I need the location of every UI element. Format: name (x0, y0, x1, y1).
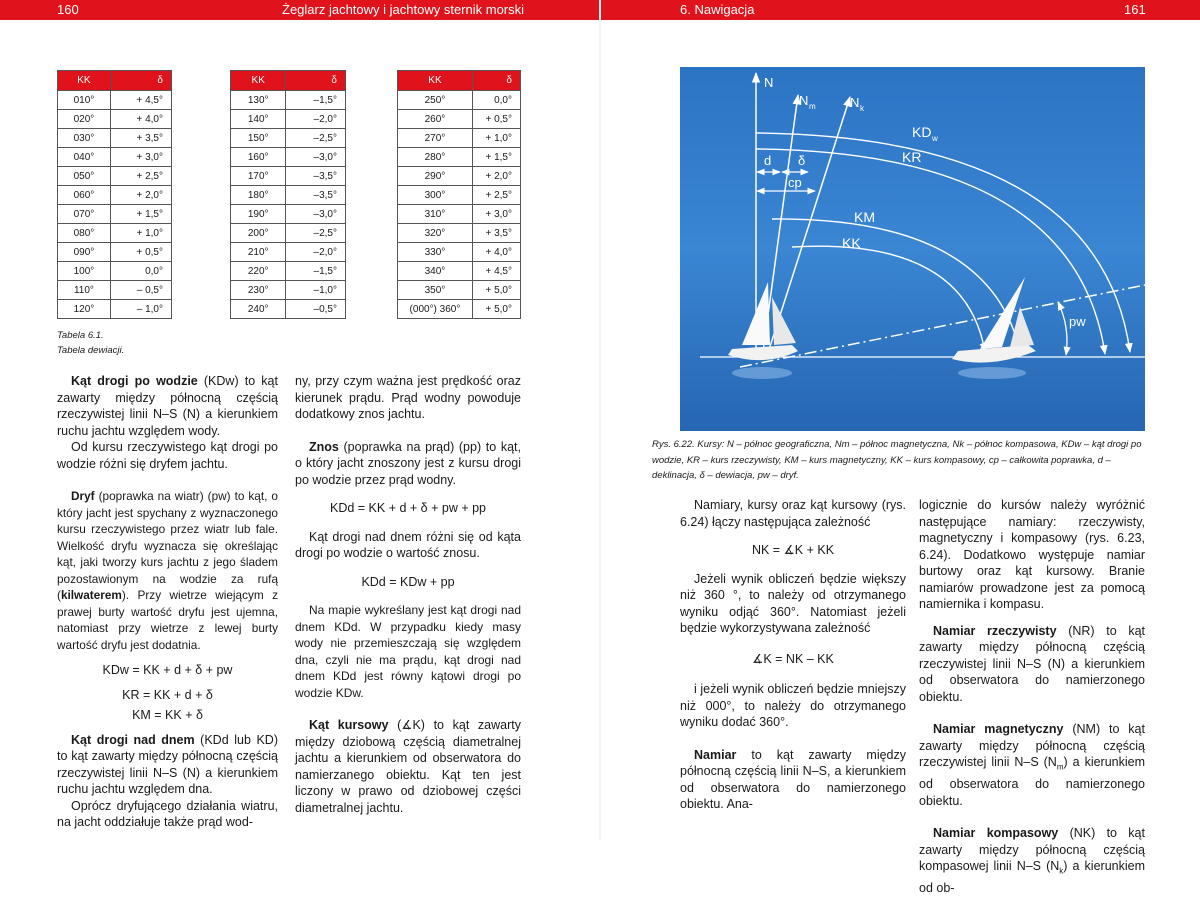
cell-kk: 040° (58, 148, 111, 167)
table-header-delta: δ (110, 71, 171, 91)
cell-delta: + 0,5° (110, 243, 171, 262)
term: Znos (309, 439, 339, 454)
table-row (231, 129, 346, 148)
paragraph (680, 747, 906, 813)
paragraph (295, 717, 521, 816)
term: Kąt drogi po wodzie (71, 374, 198, 388)
cell-delta: + 2,0° (110, 186, 171, 205)
cell-delta: –1,5° (286, 262, 346, 281)
paragraph-text: to kąt zawarty między północną częścią linii N–S, a kierunkiem od obserwatora do namierzonego obiektu. Ana- (680, 747, 906, 811)
table-row (231, 91, 346, 110)
cell-delta: + 1,0° (110, 224, 171, 243)
cell-delta: + 4,5° (110, 91, 171, 110)
paragraph (57, 488, 278, 653)
table-header-delta: δ (286, 71, 346, 91)
formula: NK = ∡K + KK (751, 543, 835, 557)
subscript: k (1059, 866, 1064, 876)
cell-kk: 020° (58, 110, 111, 129)
cell-kk: 090° (58, 243, 111, 262)
table-row (398, 91, 521, 110)
text-column-4 (919, 497, 1145, 897)
table-row (58, 167, 172, 186)
formula: KR = KK + d + δ (122, 687, 213, 702)
table-row (231, 281, 346, 300)
paragraph-text: (∡K) to kąt zawarty między dziobową częścią diametralnej jachtu a kierunkiem od obserwatora do namierzanego obiektu. Kąt ten jest liczony w prawo od dziobowej części diametralnej jachtu. (295, 718, 521, 815)
paragraph (57, 373, 278, 439)
paragraph (57, 732, 278, 798)
paragraph: Namiary, kursy oraz kąt kursowy (rys. 6.24) łączy następująca zależność (680, 498, 906, 529)
label-n: N (764, 75, 774, 90)
paragraph: Jeżeli wynik obliczeń będzie większy niż 360 °, to należy od otrzymanego wyniku odjąć 360°. Natomiast jeżeli będzie wykorzystywana zależność (680, 571, 906, 635)
cell-delta: + 2,5° (472, 186, 520, 205)
cell-delta: + 2,5° (110, 167, 171, 186)
cell-delta: + 3,5° (110, 129, 171, 148)
table-row (398, 262, 521, 281)
deviation-table-3 (397, 70, 521, 319)
table-row (58, 300, 172, 319)
cell-delta: + 2,0° (472, 167, 520, 186)
formula: KM = KK + δ (132, 708, 203, 722)
table-row (231, 224, 346, 243)
cell-delta: + 3,0° (472, 205, 520, 224)
cell-kk: 320° (398, 224, 473, 243)
cell-delta: + 0,5° (472, 110, 520, 129)
table-row (58, 129, 172, 148)
paragraph: Kąt drogi nad dnem różni się od kąta drogi po wodzie o wartość znosu. (295, 529, 521, 560)
label-kdw: KD (912, 124, 932, 140)
cell-kk: 310° (398, 205, 473, 224)
cell-kk: 080° (58, 224, 111, 243)
left-page-number: 160 (57, 2, 79, 17)
table-row (398, 243, 521, 262)
term: Kąt drogi nad dnem (71, 732, 195, 747)
table-header-kk: KK (231, 71, 286, 91)
cell-delta: –2,5° (286, 129, 346, 148)
cell-kk: 140° (231, 110, 286, 129)
paragraph (919, 721, 1145, 809)
cell-delta: + 1,0° (472, 129, 520, 148)
paragraph-text: (KDw) to kąt zawarty między północną częścią rzeczywistej linii N–S (N) a kierunkiem ruchu jachtu względem wody. (57, 374, 278, 438)
cell-kk: 270° (398, 129, 473, 148)
formula: KDd = KDw + pp (361, 574, 455, 589)
paragraph: ny, przy czym ważna jest prędkość oraz kierunek prądu. Prąd wodny powoduje dodatkowy znos jachtu. (295, 374, 521, 421)
course-diagram-figure (680, 67, 1145, 431)
cell-kk: 280° (398, 148, 473, 167)
table-row (231, 205, 346, 224)
cell-delta: – 0,5° (110, 281, 171, 300)
table-row (398, 224, 521, 243)
term: Dryf (71, 489, 95, 503)
cell-kk: 260° (398, 110, 473, 129)
right-page-number: 161 (1124, 2, 1146, 17)
table-caption (57, 328, 124, 358)
course-diagram (680, 67, 1145, 431)
table-header-delta: δ (472, 71, 520, 91)
right-running-title: 6. Nawigacja (680, 2, 755, 17)
table-caption-title: Tabela dewiacji. (57, 345, 125, 356)
text-column-3 (680, 497, 906, 813)
paragraph-text: ). Przy wietrze wiejącym z prawej burty wartość dryfu jest ujemna, natomiast przy wietrze z lewej burty wartość dryfu jest dodatnia. (57, 588, 278, 652)
cell-delta: –3,0° (286, 148, 346, 167)
cell-kk: 190° (231, 205, 286, 224)
table-row (398, 148, 521, 167)
table-row (58, 205, 172, 224)
cell-delta: + 5,0° (472, 300, 520, 319)
table-row (398, 167, 521, 186)
cell-delta: + 5,0° (472, 281, 520, 300)
cell-delta: + 1,5° (110, 205, 171, 224)
paragraph: Na mapie wykreślany jest kąt drogi nad dnem KDd. W przypadku kiedy masy wody nie przemieszczają się względem dna, czyli nie ma prądu, kąt drogi nad dnem KDd jest równy kątowi drogi po wodzie KDw. (295, 603, 521, 700)
table-row (398, 281, 521, 300)
table-row (58, 110, 172, 129)
table-row (58, 243, 172, 262)
label-kk: KK (842, 235, 861, 251)
cell-delta: –2,5° (286, 224, 346, 243)
table-row (231, 110, 346, 129)
cell-delta: –1,5° (286, 91, 346, 110)
table-caption-number: Tabela 6.1. (57, 330, 104, 341)
text-column-1 (57, 373, 278, 831)
cell-delta: –2,0° (286, 110, 346, 129)
label-nm-sub: m (809, 102, 816, 111)
cell-kk: (000°) 360° (398, 300, 473, 319)
cell-kk: 120° (58, 300, 111, 319)
cell-kk: 170° (231, 167, 286, 186)
cell-delta: + 4,0° (472, 243, 520, 262)
table-row (58, 148, 172, 167)
cell-delta: 0,0° (472, 91, 520, 110)
label-pw: pw (1069, 314, 1086, 329)
cell-kk: 300° (398, 186, 473, 205)
table-row (58, 281, 172, 300)
table-row (58, 262, 172, 281)
cell-kk: 220° (231, 262, 286, 281)
cell-delta: + 3,5° (472, 224, 520, 243)
paragraph-text: (poprawka na prąd) (pp) to kąt, o który jacht znoszony jest z kursu drogi po wodzie przez prąd wodny. (295, 439, 521, 487)
paragraph-text: (NM) to kąt zawarty między północną częścią rzeczywistej linii N–S (N (919, 722, 1145, 769)
formula: ∡K = NK – KK (752, 651, 834, 666)
deviation-table-1 (57, 70, 172, 319)
cell-delta: –3,5° (286, 186, 346, 205)
label-km: KM (854, 209, 875, 225)
deviation-table-2 (230, 70, 346, 319)
cell-kk: 160° (231, 148, 286, 167)
cell-delta: –1,0° (286, 281, 346, 300)
term: Kąt kursowy (309, 718, 389, 732)
cell-kk: 340° (398, 262, 473, 281)
cell-delta: –0,5° (286, 300, 346, 319)
table-row (58, 224, 172, 243)
paragraph: Oprócz dryfującego działania wiatru, na jacht oddziałuje także prąd wod- (57, 798, 278, 829)
paragraph (295, 439, 521, 489)
subscript: m (1056, 762, 1064, 772)
cell-kk: 210° (231, 243, 286, 262)
cell-kk: 010° (58, 91, 111, 110)
term: Namiar (694, 747, 737, 762)
cell-delta: 0,0° (110, 262, 171, 281)
cell-delta: + 4,5° (472, 262, 520, 281)
cell-kk: 200° (231, 224, 286, 243)
label-nk: N (850, 95, 860, 110)
cell-kk: 070° (58, 205, 111, 224)
cell-delta: –3,5° (286, 167, 346, 186)
paragraph-text: (NR) to kąt zawarty między północną częścią rzeczywistej linii N–S (N) a kierunkiem od obserwatora do namierzonego obiektu. (919, 623, 1145, 704)
cell-kk: 100° (58, 262, 111, 281)
paragraph: logicznie do kursów należy wyróżnić następujące namiary: rzeczywisty, magnetyczny i kompasowy (rys. 6.23, 6.24). Dodatkowo występuje namiar burtowy oraz kąt kursowy. Branie namiarów prowadzone jest za pomocą namiernika i kompasu. (919, 498, 1145, 611)
paragraph (919, 623, 1145, 706)
paragraph: i jeżeli wynik obliczeń będzie mniejszy niż 000°, to należy do otrzymanego wyniku dodać 360°. (680, 682, 906, 729)
label-d: d (764, 153, 772, 168)
cell-delta: –3,0° (286, 205, 346, 224)
left-running-title: Żeglarz jachtowy i jachtowy sternik morski (282, 2, 525, 17)
table-row (231, 300, 346, 319)
label-cp: cp (788, 175, 802, 190)
cell-delta: –2,0° (286, 243, 346, 262)
table-row (58, 91, 172, 110)
term: kilwaterem (60, 588, 122, 602)
cell-delta: + 1,5° (472, 148, 520, 167)
table-row (231, 186, 346, 205)
paragraph-text: ) a kierunkiem od ob- (919, 859, 1145, 895)
table-header-kk: KK (398, 71, 473, 91)
paragraph-text: (KDd lub KD) to kąt zawarty między północną częścią rzeczywistej linii N–S (N) a kierunkiem ruchu jachtu względem dna. (57, 732, 278, 796)
cell-kk: 180° (231, 186, 286, 205)
cell-kk: 030° (58, 129, 111, 148)
table-row (231, 148, 346, 167)
label-delta: δ (798, 153, 806, 168)
label-nm: N (799, 93, 809, 108)
formula: KDw = KK + d + δ + pw (102, 663, 233, 677)
label-nk-sub: k (860, 104, 864, 113)
cell-kk: 050° (58, 167, 111, 186)
label-kdw-sub: w (932, 134, 938, 143)
table-row (398, 186, 521, 205)
term: Namiar magnetyczny (933, 722, 1064, 736)
table-row (58, 186, 172, 205)
label-kr: KR (902, 149, 922, 165)
text-column-2 (295, 373, 521, 816)
paragraph-text: (poprawka na wiatr) (pw) to kąt, o który jacht jest spychany z wyznaczonego kursu rzeczywistego przez wiatr lub fale. Wielkość dryfu wyznacza się określając kąt, jaki tworzy kurs jachtu z jego śladem pozostawionym na wodzie za rufą ( (57, 489, 278, 602)
paragraph-text: ) a kierunkiem od obserwatora do namierzonego obiektu. (919, 755, 1146, 808)
paragraph-text: (NK) to kąt zawarty między północną częścią kompasowej linii N–S (N (919, 826, 1145, 873)
cell-kk: 110° (58, 281, 111, 300)
table-row (231, 262, 346, 281)
table-row (231, 167, 346, 186)
table-row (398, 129, 521, 148)
table-row (231, 243, 346, 262)
table-header-kk: KK (58, 71, 111, 91)
table-row (398, 205, 521, 224)
cell-kk: 350° (398, 281, 473, 300)
formula: KDd = KK + d + δ + pw + pp (329, 501, 486, 515)
cell-kk: 230° (231, 281, 286, 300)
term: Namiar kompasowy (933, 826, 1059, 840)
table-row (398, 300, 521, 319)
cell-kk: 240° (231, 300, 286, 319)
cell-delta: + 4,0° (110, 110, 171, 129)
cell-kk: 330° (398, 243, 473, 262)
cell-delta: + 3,0° (110, 148, 171, 167)
cell-delta: – 1,0° (110, 300, 171, 319)
cell-kk: 150° (231, 129, 286, 148)
cell-kk: 060° (58, 186, 111, 205)
term: Namiar rzeczywisty (933, 623, 1057, 638)
cell-kk: 130° (231, 91, 286, 110)
table-row (398, 110, 521, 129)
paragraph: Od kursu rzeczywistego kąt drogi po wodzie różni się dryfem jachtu. (57, 440, 278, 471)
cell-kk: 290° (398, 167, 473, 186)
cell-kk: 250° (398, 91, 473, 110)
figure-caption: Rys. 6.22. Kursy: N – północ geograficzna, Nm – północ magnetyczna, Nk – północ kompasowa, KDw – kąt drogi po wodzie, KR – kurs rzeczywisty, KM – kurs magnetyczny, KK – kurs kompasowy, cp – całkowita poprawka, d – deklinacja, δ – dewiacja, pw – dryf. (652, 439, 1142, 481)
paragraph (919, 825, 1145, 897)
page-spine (599, 0, 601, 840)
